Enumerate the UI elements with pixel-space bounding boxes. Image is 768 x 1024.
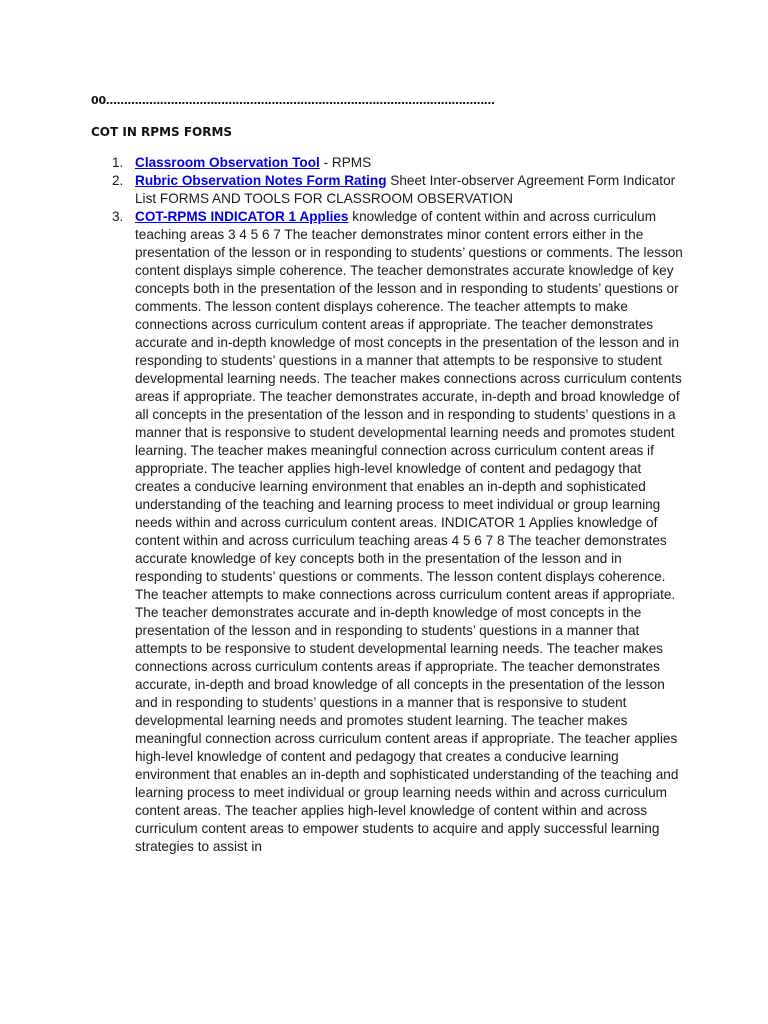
list-item-number: 2.	[112, 173, 124, 188]
classroom-observation-tool-link[interactable]: Classroom Observation Tool	[135, 155, 320, 170]
forms-list	[112, 154, 684, 856]
section-title: COT IN RPMS FORMS	[91, 125, 233, 139]
list-item-number: 3.	[112, 209, 124, 224]
list-item-body	[135, 209, 683, 854]
list-item	[112, 172, 684, 208]
list-item-text: Sheet Inter-observer Agreement Form Indicator List FORMS AND TOOLS FOR CLASSROOM OBSERVATION	[135, 173, 676, 206]
list-item	[112, 154, 684, 172]
dotted-leader-line: 00………………………………………………………………………………………………	[91, 94, 495, 107]
list-item-text: knowledge of content within and across curriculum teaching areas 3 4 5 6 7 The teacher demonstrates minor content errors either in the presentation of the lesson or in responding to students’ questions or comments. The lesson content displays simple coherence. The teacher demonstrates accurate knowledge of key concepts both in the presentation of the lesson and in responding to students’ questions or comments. The lesson content displays coherence. The teacher attempts to make connections across curriculum content areas if appropriate. The teacher demonstrates accurate and in-depth knowledge of most concepts in the presentation of the lesson and in responding to students’ questions in a manner that attempts to be responsive to student developmental learning needs. The teacher makes connections across curriculum contents areas if appropriate. The teacher demonstrates accurate, in-depth and broad knowledge of all concepts in the presentation of the lesson and in responding to students’ questions in a manner that is responsive to student developmental learning needs and promotes student learning. The teacher makes meaningful connection across curriculum content areas if appropriate. The teacher applies high-level knowledge of content and pedagogy that creates a conducive learning environment that enables an in-depth and sophisticated understanding of the teaching and learning process to meet individual or group learning needs within and across curriculum content areas. INDICATOR 1 Applies knowledge of content within and across curriculum teaching areas 4 5 6 7 8 The teacher demonstrates accurate knowledge of key concepts both in the presentation of the lesson and in responding to students’ questions or comments. The lesson content displays coherence. The teacher attempts to make connections across curriculum content areas if appropriate. The teacher demonstrates accurate and in-depth knowledge of most concepts in the presentation of the lesson and in responding to students’ questions in a manner that attempts to be responsive to student developmental learning needs. The teacher makes connections across curriculum contents areas if appropriate. The teacher demonstrates accurate, in-depth and broad knowledge of all concepts in the presentation of the lesson and in responding to students’ questions in a manner that is responsive to student developmental learning needs and promotes student learning. The teacher makes meaningful connection across curriculum content areas if appropriate. The teacher applies high-level knowledge of content and pedagogy that creates a conducive learning environment that enables an in-depth and sophisticated understanding of the teaching and learning process to meet individual or group learning needs within and across curriculum content areas. The teacher applies high-level knowledge of content within and across curriculum content areas to empower students to acquire and apply successful learning strategies to assist in	[135, 209, 683, 854]
list-item	[112, 208, 684, 856]
list-item-body	[135, 155, 371, 170]
rubric-observation-notes-link[interactable]: Rubric Observation Notes Form Rating	[135, 173, 387, 188]
list-item-text: - RPMS	[319, 155, 372, 170]
cot-rpms-indicator-link[interactable]: COT-RPMS INDICATOR 1 Applies	[135, 209, 349, 224]
list-item-body	[135, 173, 675, 206]
list-item-number: 1.	[112, 155, 124, 170]
